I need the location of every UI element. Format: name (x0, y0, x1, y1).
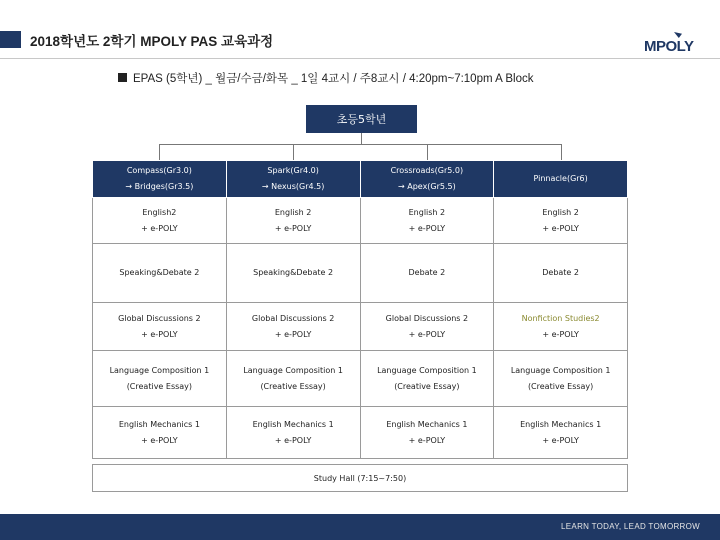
connector-col-2 (293, 144, 294, 160)
footer-bar (0, 514, 720, 540)
course-cell (93, 244, 227, 303)
cell-text-line: + e-POLY (141, 223, 178, 233)
cell-text-line: Language Composition 1 (109, 365, 210, 375)
footer-slogan: LEARN TODAY, LEAD TOMORROW (561, 522, 700, 531)
cell-text-line: English Mechanics 1 (386, 419, 468, 429)
cell-text-line: + e-POLY (542, 223, 579, 233)
course-cell (360, 303, 494, 351)
cell-text-line: Global Discussions 2 (251, 313, 335, 323)
course-cell (93, 407, 227, 459)
table-row (93, 407, 628, 459)
cell-text-line: Compass(Gr3.0) (126, 166, 192, 175)
cell-text-line: Pinnacle(Gr6) (533, 174, 588, 183)
square-bullet-icon (118, 73, 127, 82)
cell-text-line: English 2 (542, 207, 579, 217)
connector-horizontal (159, 144, 561, 145)
cell-text-line: Debate 2 (542, 268, 579, 277)
cell-text-line: (Creative Essay) (527, 381, 594, 391)
cell-text-line: English Mechanics 1 (520, 419, 602, 429)
course-cell (360, 198, 494, 244)
connector-col-4 (561, 144, 562, 160)
cell-text-line: → Bridges(Gr3.5) (125, 182, 194, 191)
curriculum-table (92, 160, 628, 459)
level-header-cell (494, 161, 628, 198)
course-cell (360, 407, 494, 459)
table-row (93, 303, 628, 351)
course-cell (93, 198, 227, 244)
cell-text-line: Speaking&Debate 2 (119, 268, 200, 277)
cell-text-line: Language Composition 1 (243, 365, 343, 375)
cell-text-line: Global Discussions 2 (385, 313, 469, 323)
connector-col-3 (427, 144, 428, 160)
cell-text-line: Language Composition 1 (510, 365, 611, 375)
cell-text-line: → Nexus(Gr4.5) (261, 182, 325, 191)
table-row (93, 244, 628, 303)
cell-text-line: Debate 2 (408, 268, 446, 277)
cell-text-line: → Apex(Gr5.5) (397, 182, 456, 191)
course-cell (494, 244, 628, 303)
course-cell (494, 351, 628, 407)
cell-text-line: (Creative Essay) (126, 381, 193, 391)
cell-text-line: (Creative Essay) (260, 381, 326, 391)
cell-text-line: (Creative Essay) (394, 381, 460, 391)
course-cell (360, 244, 494, 303)
course-cell (93, 303, 227, 351)
course-cell (494, 303, 628, 351)
cell-text-line: + e-POLY (141, 435, 178, 445)
cell-text-line: + e-POLY (141, 329, 178, 339)
cell-text-line: Nonfiction Studies2 (521, 313, 600, 323)
cell-text-line: + e-POLY (274, 435, 312, 445)
cell-text-line: English 2 (274, 207, 312, 217)
cell-text-line: + e-POLY (542, 435, 579, 445)
table-row (93, 351, 628, 407)
course-cell (93, 351, 227, 407)
connector-col-1 (159, 144, 160, 160)
course-cell (494, 198, 628, 244)
cell-text-line: English2 (142, 207, 177, 217)
grade-box: 초등5학년 (306, 105, 417, 133)
cell-text-line: + e-POLY (408, 329, 446, 339)
header-divider (0, 58, 720, 59)
cell-text-line: Speaking&Debate 2 (253, 268, 334, 277)
course-cell (226, 351, 360, 407)
course-cell (360, 351, 494, 407)
course-cell (494, 407, 628, 459)
cell-text-line: English 2 (408, 207, 446, 217)
program-subtitle (118, 70, 533, 86)
title-accent-bar (0, 31, 21, 48)
cell-text-line: + e-POLY (274, 223, 312, 233)
cell-text-line: Language Composition 1 (377, 365, 477, 375)
cell-text-line: English Mechanics 1 (252, 419, 334, 429)
course-cell (226, 244, 360, 303)
course-cell (226, 198, 360, 244)
study-hall-row: Study Hall (7:15~7:50) (92, 464, 628, 492)
cell-text-line: Spark(Gr4.0) (267, 166, 319, 175)
level-header-cell (226, 161, 360, 198)
cell-text-line: Crossroads(Gr5.0) (390, 166, 464, 175)
cell-text-line: Global Discussions 2 (118, 313, 201, 323)
table-row (93, 198, 628, 244)
cell-text-line: + e-POLY (542, 329, 579, 339)
logo-text: MPOLY (644, 38, 694, 55)
level-header-row (93, 161, 628, 198)
course-cell (226, 407, 360, 459)
connector-vertical (361, 133, 362, 144)
subtitle-text: EPAS (5학년) _ 월금/수금/화목 _ 1일 4교시 / 주8교시 / 4:20pm~7:10pm A Block (133, 73, 534, 85)
cell-text-line: English Mechanics 1 (118, 419, 200, 429)
page-title: 2018학년도 2학기 MPOLY PAS 교육과정 (30, 34, 274, 49)
course-cell (226, 303, 360, 351)
mpoly-logo (644, 34, 694, 56)
cell-text-line: + e-POLY (408, 435, 446, 445)
level-header-cell (93, 161, 227, 198)
cell-text-line: + e-POLY (408, 223, 446, 233)
level-header-cell (360, 161, 494, 198)
cell-text-line: + e-POLY (274, 329, 312, 339)
